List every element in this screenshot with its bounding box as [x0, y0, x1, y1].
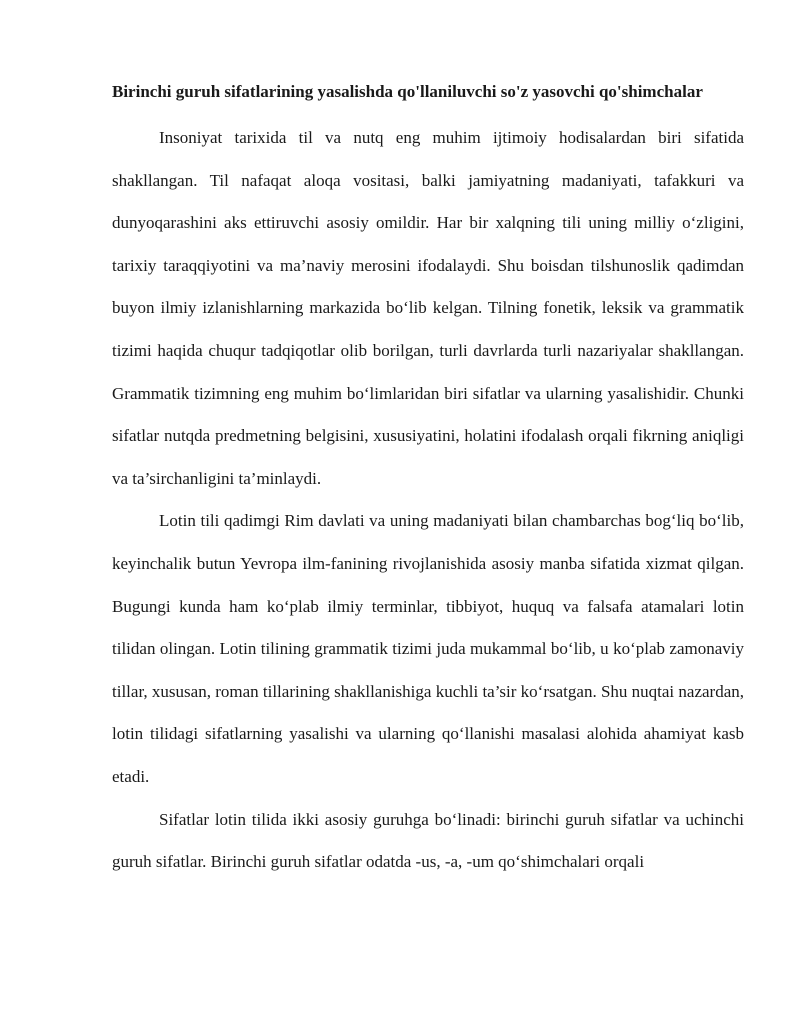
section-heading: Birinchi guruh sifatlarining yasalishda qo'llaniluvchi so'z yasovchi qo'shimchalar: [112, 82, 703, 101]
document-page: [112, 70, 744, 884]
paragraph-latin-history: Lotin tili qadimgi Rim davlati va uning madaniyati bilan chambarchas bog‘liq bo‘lib, keyinchalik butun Yevropa ilm-fanining rivojlanishida asosiy manba sifatida xizmat qilgan. Bugungi kunda ham ko‘plab ilmiy terminlar, tibbiyot, huquq va falsafa atamalari lotin tilidan olingan. Lotin tilining grammatik tizimi juda mukammal bo‘lib, u ko‘plab zamonaviy tillar, xususan, roman tillarining shakllanishiga kuchli ta’sir ko‘rsatgan. Shu nuqtai nazardan, lotin tilidagi sifatlarning yasalishi va ularning qo‘llanishi masalasi alohida ahamiyat kasb etadi.: [112, 511, 744, 786]
paragraph-adjective-groups: Sifatlar lotin tilida ikki asosiy guruhga bo‘linadi: birinchi guruh sifatlar va uchinchi guruh sifatlar. Birinchi guruh sifatlar odatda -us, -a, -um qo‘shimchalari orqali: [112, 809, 744, 872]
paragraph-intro: Insoniyat tarixida til va nutq eng muhim ijtimoiy hodisalardan biri sifatida shakllangan. Til nafaqat aloqa vositasi, balki jamiyatning madaniyati, tafakkuri va dunyoqarashini aks ettiruvchi asosiy omildir. Har bir xalqning tili uning milliy o‘zligini, tarixiy taraqqiyotini va ma’naviy merosini ifodalaydi. Shu boisdan tilshunoslik qadimdan buyon ilmiy izlanishlarning markazida bo‘lib kelgan. Tilning fonetik, leksik va grammatik tizimi haqida chuqur tadqiqotlar olib borilgan, turli davrlarda turli nazariyalar shakllangan. Grammatik tizimning eng muhim bo‘limlaridan biri sifatlar va ularning yasalishidir. Chunki sifatlar nutqda predmetning belgisini, xususiyatini, holatini ifodalash orqali fikrning aniqligi va ta’sirchanligini ta’minlaydi.: [112, 128, 744, 488]
